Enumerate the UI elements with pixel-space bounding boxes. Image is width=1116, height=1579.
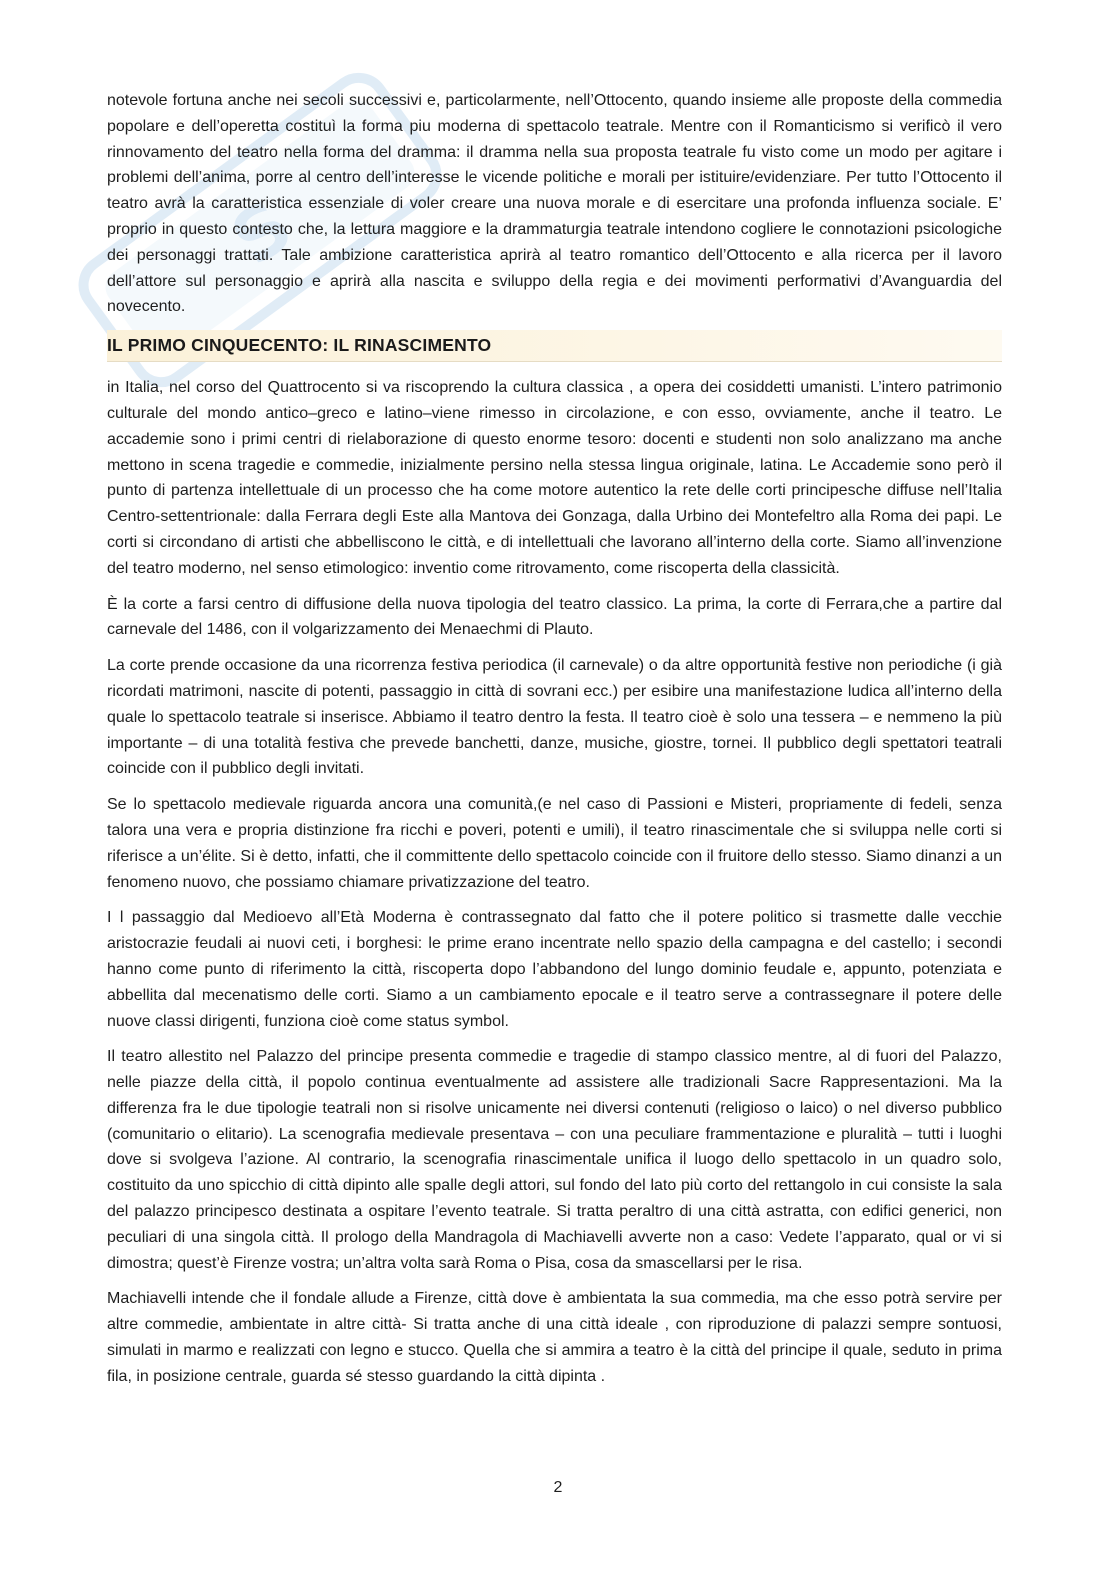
section-heading: IL PRIMO CINQUECENTO: IL RINASCIMENTO xyxy=(107,330,1002,362)
paragraph: La corte prende occasione da una ricorrenza festiva periodica (il carnevale) o da altre opportunità festive non periodiche (i già ricordati matrimoni, nascite di potenti, passaggio in città di sovrani ecc.) per esibire una manifestazione ludica all’interno della quale lo spettacolo teatrale si inserisce. Abbiamo il teatro dentro la festa. Il teatro cioè è solo una tessera – e nemmeno la più importante – di una totalità festiva che prevede banchetti, danze, musiche, giostre, tornei. Il pubblico degli spettatori teatrali coincide con il pubblico degli invitati. xyxy=(107,657,1002,778)
paragraph: Machiavelli intende che il fondale allude a Firenze, città dove è ambientata la sua commedia, ma che esso potrà servire per altre commedie, ambientate in altre città- Si tratta anche di una città ideale , con riproduzione di palazzi sempre sontuosi, simulati in marmo e realizzati con legno e stucco. Quella che si ammira a teatro è la città del principe il quale, seduto in prima fila, in posizione centrale, guarda sé stesso guardando la città dipinta . xyxy=(107,1290,1002,1385)
paragraph-intro: notevole fortuna anche nei secoli successivi e, particolarmente, nell’Ottocento, quando insieme alle proposte della commedia popolare e dell’operetta costituì la forma piu moderna di spettacolo teatrale. Mentre con il Romanticismo si verificò il vero rinnovamento del teatro nella forma del dramma: il dramma nella sua proposta teatrale fu visto come un modo per agitare i problemi dell’anima, porre al centro dell’interesse le vicende politiche e morali per istituire/evidenziare. Per tutto l’Ottocento il teatro avrà la caratteristica essenziale di voler creare una nuova morale e di esercitare una profonda influenza sociale. E’ proprio in questo contesto che, la lettura maggiore e la drammaturgia teatrale intendono cogliere le connotazioni psicologiche dei personaggi trattati. Tale ambizione caratteristica aprirà al teatro romantico dell’Ottocento e alla ricerca per il lavoro dell’attore sul personaggio e aprirà alla nascita e sviluppo della regia e dei movimenti performativi d’Avanguardia del novecento. xyxy=(107,92,1002,316)
page-number: 2 xyxy=(553,1479,563,1496)
paragraph: Se lo spettacolo medievale riguarda ancora una comunità,(e nel caso di Passioni e Misteri, propriamente di fedeli, senza talora una vera e propria distinzione fra ricchi e poveri, potenti e umili), il teatro rinascimentale che si sviluppa nelle corti si riferisce a un’élite. Si è detto, infatti, che il committente dello spettacolo coincide con il fruitore dello stesso. Siamo dinanzi a un fenomeno nuovo, che possiamo chiamare privatizzazione del teatro. xyxy=(107,796,1002,891)
paragraph: I l passaggio dal Medioevo all’Età Moderna è contrassegnato dal fatto che il potere politico si trasmette dalle vecchie aristocrazie feudali ai nuovi ceti, i borghesi: le prime erano incentrate nello spazio della campagna e del castello; i secondi hanno come punto di riferimento la città, riscoperta dopo l’abbandono del lungo dominio feudale e, appunto, potenziata e abbellita dal mecenatismo delle corti. Siamo a un cambiamento epocale e il teatro serve a contrassegnare il potere delle nuove classi dirigenti, funziona cioè come status symbol. xyxy=(107,909,1002,1030)
document-page xyxy=(107,88,1002,1400)
paragraph: Il teatro allestito nel Palazzo del principe presenta commedie e tragedie di stampo classico mentre, al di fuori del Palazzo, nelle piazze della città, il popolo continua eventualmente ad assistere alle tradizionali Sacre Rappresentazioni. Ma la differenza fra le due tipologie teatrali non si risolve unicamente nei diversi contenuti (religioso o laico) o nel diverso pubblico (comunitario o elitario). La scenografia medievale presentava – con una peculiare frammentazione e pluralità – tutti i luoghi dove si svolgeva l’azione. Al contrario, la scenografia rinascimentale unifica il luogo dello spettacolo in un quadro solo, costituito da uno spicchio di città dipinto alle spalle degli attori, sul fondo del lato più corto del rettangolo in cui consiste la sala del palazzo principesco destinata a ospitare l’evento teatrale. Si tratta peraltro di una città astratta, con edifici generici, non peculiari di una singola città. Il prologo della Mandragola di Machiavelli avverte non a caso: Vedete l’apparato, qual or vi si dimostra; quest’è Firenze vostra; un’altra volta sarà Roma o Pisa, cosa da smascellarsi per le risa. xyxy=(107,1048,1002,1272)
paragraph: in Italia, nel corso del Quattrocento si va riscoprendo la cultura classica , a opera dei cosiddetti umanisti. L’intero patrimonio culturale del mondo antico–greco e latino–viene rimesso in circolazione, e con esso, ovviamente, anche il teatro. Le accademie sono i primi centri di rielaborazione di questo enorme tesoro: docenti e studenti non solo analizzano ma anche mettono in scena tragedie e commedie, inizialmente persino nella stessa lingua originale, latina. Le Accademie sono però il punto di partenza intellettuale di un processo che ha come motore autentico la rete delle corti principesche diffuse nell’Italia Centro-settentrionale: dalla Ferrara degli Este alla Mantova dei Gonzaga, dalla Urbino dei Montefeltro alla Roma dei papi. Le corti si circondano di artisti che abbelliscono le città, e di intellettuali che lavorano all’interno della corte. Siamo all’invenzione del teatro moderno, nel senso etimologico: inventio come ritrovamento, come riscoperta della classicità. xyxy=(107,379,1002,577)
svg-text:S: S xyxy=(216,183,308,282)
paragraph: È la corte a farsi centro di diffusione della nuova tipologia del teatro classico. La prima, la corte di Ferrara,che a partire dal carnevale del 1486, con il volgarizzamento dei Menaechmi di Plauto. xyxy=(107,595,1002,639)
